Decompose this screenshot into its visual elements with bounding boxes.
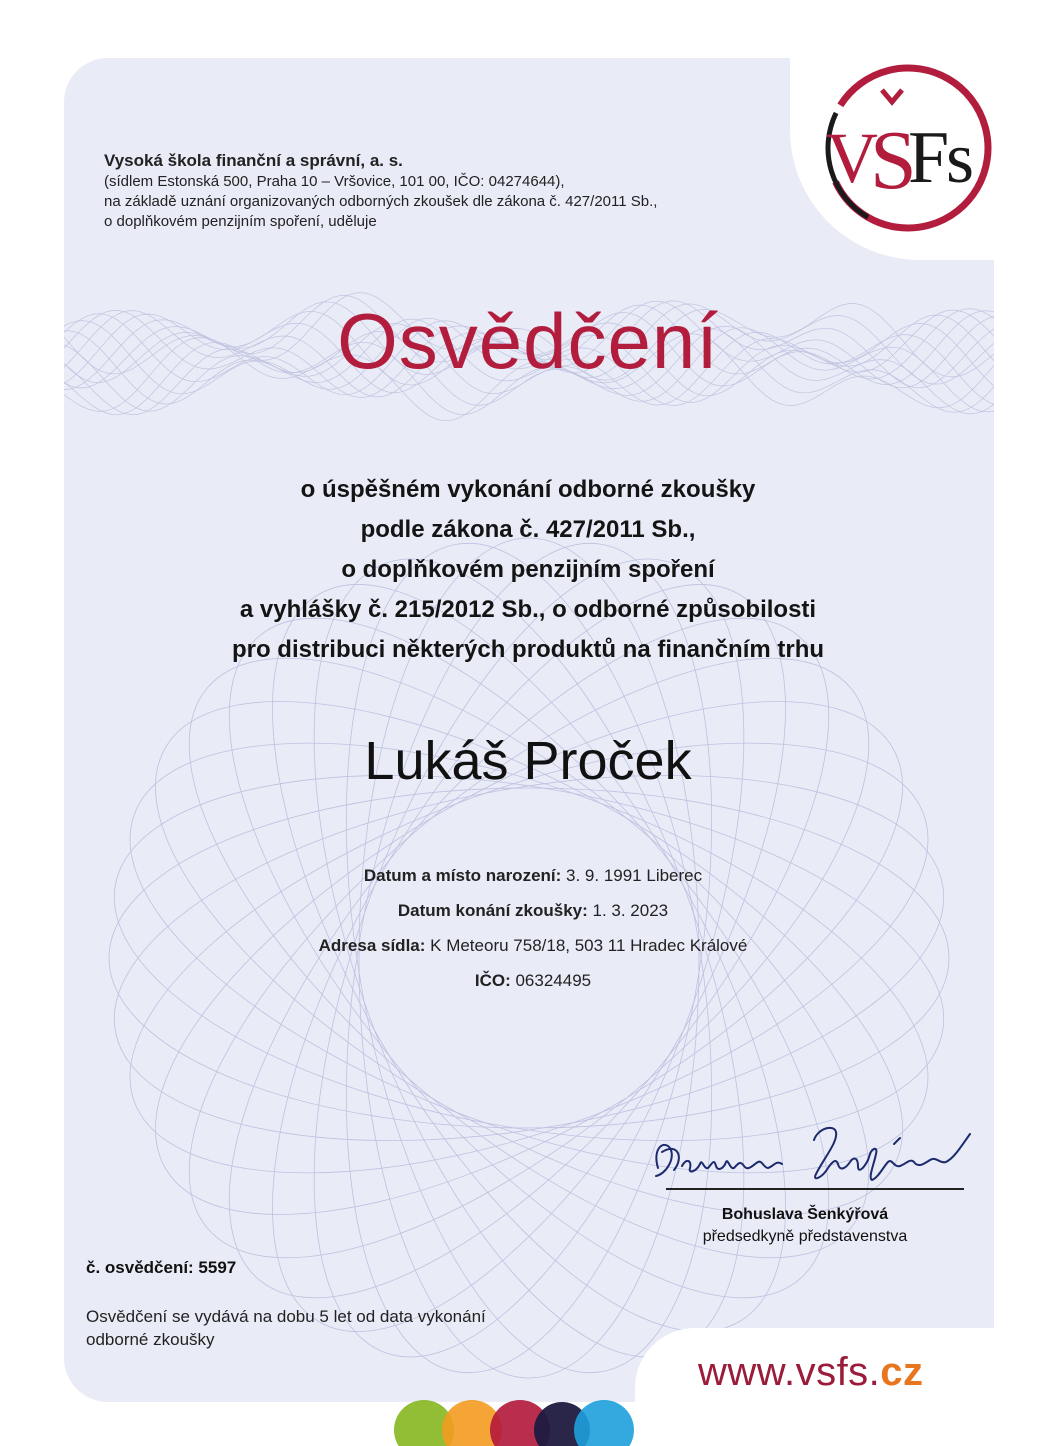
detail-value: 06324495 — [510, 971, 592, 990]
svg-text:s: s — [946, 118, 975, 198]
subtitle-line: pro distribuci některých produktů na finančním trhu — [231, 636, 825, 663]
validity-note — [86, 1305, 566, 1351]
issuer-line: (sídlem Estonská 500, Praha 10 – Vršovice, 101 00, IČO: 04274644), — [104, 173, 565, 190]
validity-line: odborné zkoušky — [86, 1330, 215, 1349]
brand-circle — [574, 1400, 634, 1446]
svg-text:S: S — [870, 114, 917, 207]
detail-row — [0, 928, 1056, 963]
certificate-number: č. osvědčení: 5597 — [86, 1258, 237, 1277]
detail-row — [0, 893, 1056, 928]
svg-text:F: F — [908, 117, 950, 199]
subtitle-line: o úspěšném vykonání odborné zkoušky — [300, 476, 756, 503]
detail-value: 1. 3. 2023 — [587, 901, 669, 920]
brand-color-circles — [390, 1396, 640, 1446]
website-main: www.vsfs. — [698, 1350, 881, 1394]
signer-block — [680, 1204, 930, 1248]
detail-row — [0, 858, 1056, 893]
detail-row — [0, 963, 1056, 998]
issuer-block — [104, 150, 760, 232]
certificate-subtitle — [0, 470, 1056, 670]
signer-role: předsedkyně představenstva — [702, 1228, 908, 1245]
signer-name: Bohuslava Šenkýřová — [721, 1206, 889, 1223]
website-tld: cz — [880, 1350, 924, 1394]
subtitle-line: a vyhlášky č. 215/2012 Sb., o odborné způsobilosti — [239, 596, 817, 623]
detail-label: Datum a místo narození: — [363, 866, 562, 885]
detail-label: Adresa sídla: — [318, 936, 426, 955]
handwritten-signature — [648, 1118, 982, 1196]
signature-line — [666, 1188, 964, 1190]
subtitle-line: podle zákona č. 427/2011 Sb., — [360, 516, 696, 543]
detail-label: Datum konání zkoušky: — [397, 901, 588, 920]
holder-details — [0, 858, 1056, 998]
holder-name: Lukáš Proček — [364, 731, 692, 791]
detail-value: K Meteoru 758/18, 503 11 Hradec Králové — [425, 936, 748, 955]
subtitle-line: o doplňkovém penzijním spoření — [341, 556, 715, 583]
detail-label: IČO: — [474, 971, 511, 990]
certificate-title: Osvědčení — [337, 297, 719, 385]
validity-line: Osvědčení se vydává na dobu 5 let od data vykonání — [86, 1307, 486, 1326]
svg-text:V: V — [826, 118, 878, 198]
issuer-line: na základě uznání organizovaných odborných zkoušek dle zákona č. 427/2011 Sb., — [104, 193, 658, 210]
issuer-line: o doplňkovém penzijním spoření, uděluje — [104, 213, 377, 230]
issuer-name: Vysoká škola finanční a správní, a. s. — [104, 151, 403, 170]
website-link[interactable] — [698, 1350, 924, 1395]
detail-value: 3. 9. 1991 Liberec — [561, 866, 703, 885]
vsfs-logo — [812, 60, 1000, 236]
